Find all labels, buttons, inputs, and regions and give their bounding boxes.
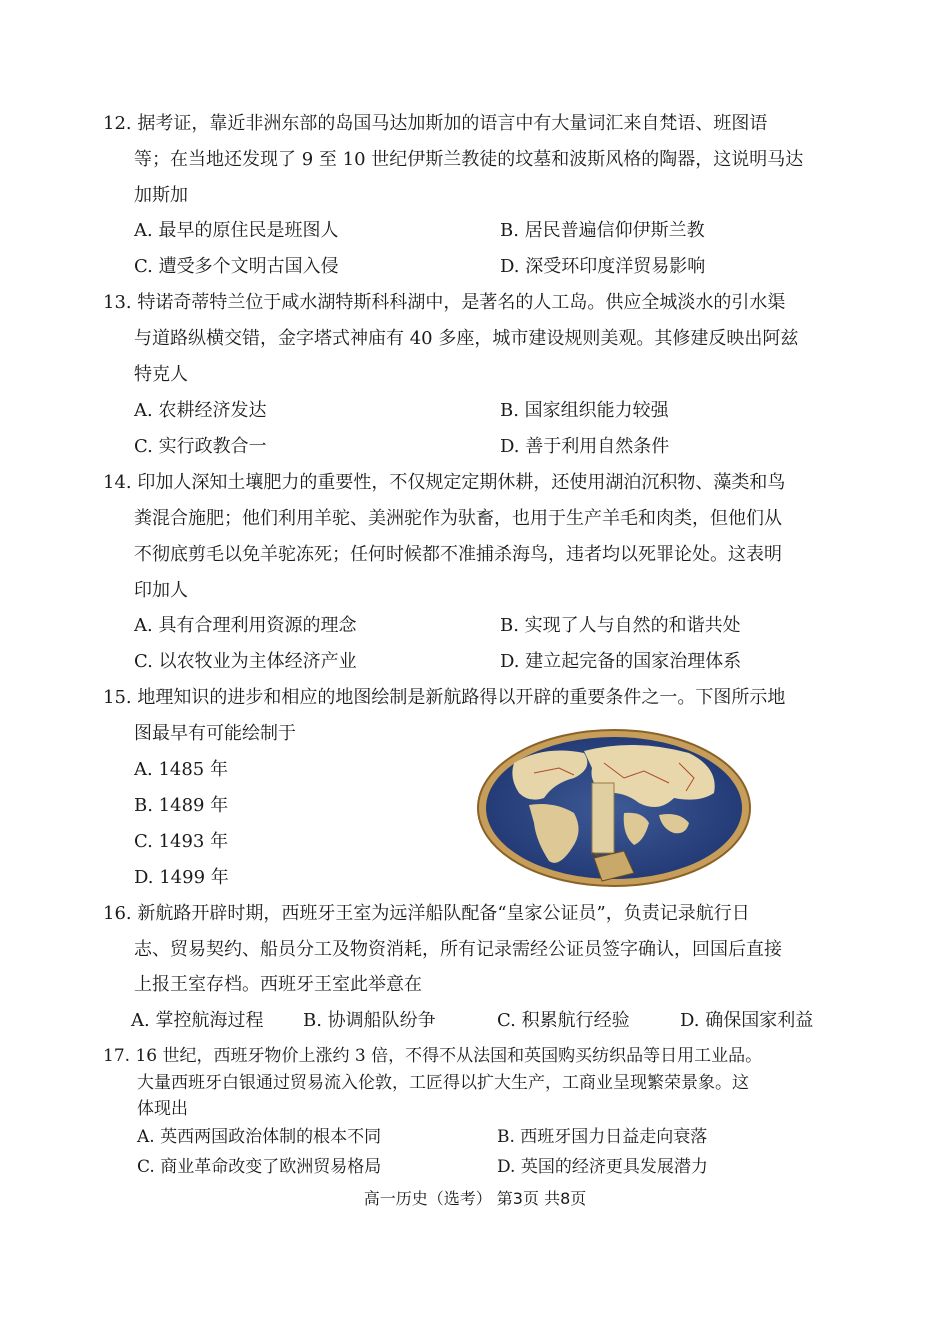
q12-line-3: 加斯加 <box>134 185 188 206</box>
q14-option-a: A. 具有合理利用资源的理念 <box>134 615 357 636</box>
q14-line-3: 不彻底剪毛以免羊驼冻死；任何时候都不准捕杀海鸟，违者均以死罪论处。这表明 <box>134 544 782 565</box>
q13-option-b: B. 国家组织能力较强 <box>500 400 669 421</box>
q12-option-c: C. 遭受多个文明古国入侵 <box>134 256 339 277</box>
page-footer: 高一历史（选考） 第3页 共8页 <box>363 1189 587 1208</box>
q15-line-1: 15. 地理知识的进步和相应的地图绘制是新航路得以开辟的重要条件之一。下图所示地 <box>103 687 786 708</box>
q14-option-c: C. 以农牧业为主体经济产业 <box>134 651 357 672</box>
q15-option-c: C. 1493 年 <box>134 831 229 852</box>
q17-option-d: D. 英国的经济更具发展潜力 <box>497 1157 708 1177</box>
q16-option-d: D. 确保国家利益 <box>680 1010 814 1031</box>
q15-line-2: 图最早有可能绘制于 <box>134 723 296 744</box>
q16-line-3: 上报王室存档。西班牙王室此举意在 <box>134 974 422 995</box>
q13-line-3: 特克人 <box>134 364 188 385</box>
q15-option-b: B. 1489 年 <box>134 795 229 816</box>
q14-option-b: B. 实现了人与自然的和谐共处 <box>500 615 741 636</box>
q17-line-2: 大量西班牙白银通过贸易流入伦敦，工匠得以扩大生产，工商业呈现繁荣景象。这 <box>137 1073 749 1093</box>
q16-option-a: A. 掌控航海过程 <box>131 1010 264 1031</box>
q16-line-1: 16. 新航路开辟时期，西班牙王室为远洋船队配备“皇家公证员”，负责记录航行日 <box>103 903 750 924</box>
q17-option-c: C. 商业革命改变了欧洲贸易格局 <box>137 1157 382 1177</box>
q14-line-4: 印加人 <box>134 580 188 601</box>
q14-option-d: D. 建立起完备的国家治理体系 <box>500 651 742 672</box>
q12-option-a: A. 最早的原住民是班图人 <box>134 220 339 241</box>
q15-option-d: D. 1499 年 <box>134 867 229 888</box>
q13-option-c: C. 实行政教合一 <box>134 436 267 457</box>
q14-line-2: 粪混合施肥；他们利用羊驼、美洲驼作为驮畜，也用于生产羊毛和肉类，但他们从 <box>134 508 782 529</box>
q12-line-1: 12. 据考证，靠近非洲东部的岛国马达加斯加的语言中有大量词汇来自梵语、班图语 <box>103 113 768 134</box>
q13-line-2: 与道路纵横交错，金字塔式神庙有 40 多座，城市建设规则美观。其修建反映出阿兹 <box>134 328 799 349</box>
q14-line-1: 14. 印加人深知土壤肥力的重要性，不仅规定定期休耕，还使用湖泊沉积物、藻类和鸟 <box>103 472 786 493</box>
q16-line-2: 志、贸易契约、船员分工及物资消耗，所有记录需经公证员签字确认，回国后直接 <box>134 939 782 960</box>
q17-option-a: A. 英西两国政治体制的根本不同 <box>137 1127 382 1147</box>
q13-option-d: D. 善于利用自然条件 <box>500 436 670 457</box>
q12-option-d: D. 深受环印度洋贸易影响 <box>500 256 706 277</box>
q15-option-a: A. 1485 年 <box>134 759 228 780</box>
q17-line-3: 体现出 <box>137 1099 188 1119</box>
q13-option-a: A. 农耕经济发达 <box>134 400 267 421</box>
q17-line-1: 17. 16 世纪，西班牙物价上涨约 3 倍，不得不从法国和英国购买纺织品等日用工业品。 <box>103 1046 763 1066</box>
q16-option-c: C. 积累航行经验 <box>497 1010 630 1031</box>
q12-option-b: B. 居民普遍信仰伊斯兰教 <box>500 220 705 241</box>
q16-option-b: B. 协调船队纷争 <box>303 1010 436 1031</box>
q13-line-1: 13. 特诺奇蒂特兰位于咸水湖特斯科科湖中，是著名的人工岛。供应全城淡水的引水渠 <box>103 292 786 313</box>
world-map-image <box>474 723 754 893</box>
q12-line-2: 等；在当地还发现了 9 至 10 世纪伊斯兰教徒的坟墓和波斯风格的陶器，这说明马达 <box>134 149 804 170</box>
q17-option-b: B. 西班牙国力日益走向衰落 <box>497 1127 708 1147</box>
